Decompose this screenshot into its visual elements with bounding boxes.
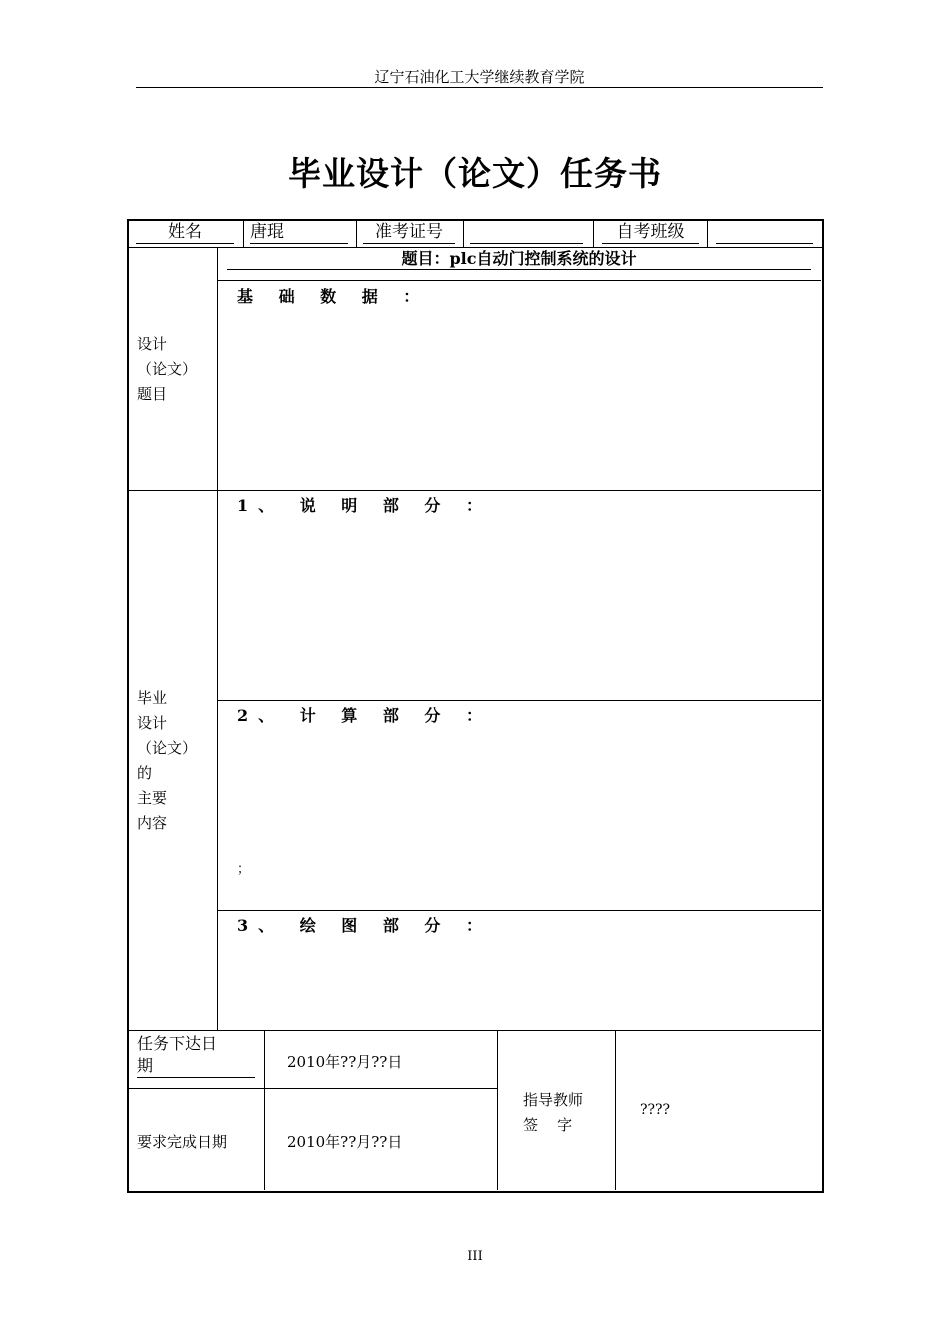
basic-data-label: 基 础 数 据 ： (237, 287, 430, 306)
dates-rule (129, 1088, 497, 1089)
label-column-divider (217, 248, 218, 1030)
info-divider (463, 221, 464, 247)
dates-divider (497, 1030, 498, 1190)
part2-heading: 2、 计 算 部 分 ： (237, 706, 492, 725)
class-label: 自考班级 (602, 222, 699, 244)
exam-id-label: 准考证号 (363, 222, 455, 244)
info-divider (593, 221, 594, 247)
side-label-line: （论文） (137, 739, 198, 757)
page-header: 辽宁石油化工大学继续教育学院 (374, 68, 585, 86)
side-label-line: 设计 (137, 714, 168, 732)
exam-id-value (470, 222, 583, 244)
thesis-topic: 题目：plc自动门控制系统的设计 (227, 248, 811, 270)
issue-date-label (137, 1033, 255, 1078)
dates-divider (264, 1030, 265, 1190)
part-rule (218, 700, 821, 701)
section-rule (129, 1030, 821, 1031)
name-label: 姓名 (136, 222, 234, 244)
advisor-signature-label (523, 1088, 583, 1138)
advisor-label-line2: 签 字 (523, 1116, 573, 1134)
issue-date-label-line1: 任务下达日 (137, 1034, 218, 1053)
part3-heading: 3、 绘 图 部 分 ： (237, 916, 492, 935)
side-label-line: 的 (137, 764, 153, 782)
side-label-line: 内容 (137, 814, 168, 832)
name-value: 唐琨 (250, 222, 348, 244)
part-rule (218, 910, 821, 911)
side-label-line: 主要 (137, 789, 168, 807)
content-side-label (137, 686, 213, 836)
issue-date-label-line2: 期 (137, 1055, 255, 1078)
side-label-line: 题目 (137, 385, 168, 403)
page-number: III (467, 1249, 483, 1264)
section-rule (129, 490, 821, 491)
class-value (716, 222, 813, 244)
side-label-line: 毕业 (137, 689, 168, 707)
info-divider (243, 221, 244, 247)
info-divider (356, 221, 357, 247)
issue-date-value: 2010年??月??日 (287, 1053, 403, 1071)
advisor-label-line1: 指导教师 (523, 1091, 584, 1109)
advisor-signature-value: ???? (640, 1102, 671, 1118)
part1-heading: 1、 说 明 部 分 ： (237, 496, 492, 515)
info-divider (707, 221, 708, 247)
document-title: 毕业设计（论文）任务书 (288, 154, 662, 193)
header-rule (136, 87, 823, 88)
part2-note: ； (237, 862, 251, 877)
due-date-label: 要求完成日期 (137, 1133, 228, 1151)
due-date-value: 2010年??月??日 (287, 1133, 403, 1151)
topic-side-label (137, 332, 213, 407)
topic-rule (218, 280, 821, 281)
side-label-line: （论文） (137, 360, 198, 378)
dates-divider (615, 1030, 616, 1190)
side-label-line: 设计 (137, 335, 168, 353)
